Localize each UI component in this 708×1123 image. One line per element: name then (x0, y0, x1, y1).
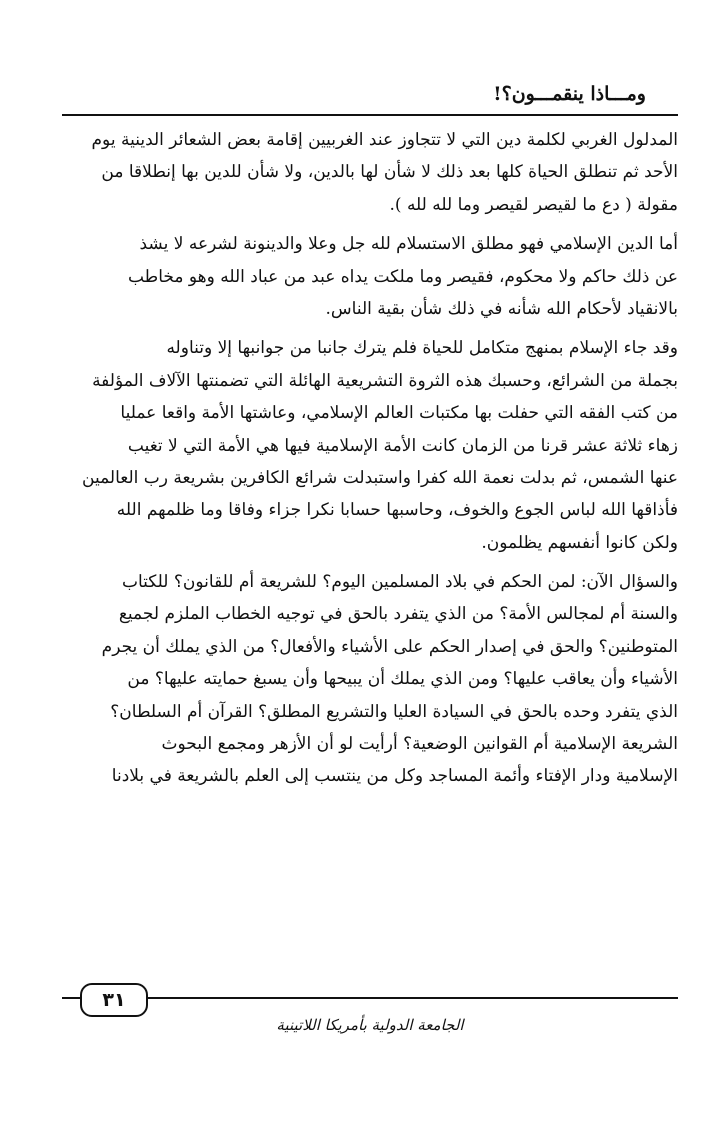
footer-rule (62, 997, 678, 999)
page-number-badge (80, 983, 148, 1017)
text-line: وقد جاء الإسلام بمنهج متكامل للحياة فلم يترك جانبا من جوانبها إلا وتناوله (166, 338, 678, 359)
footer-publisher: الجامعة الدولية بأمريكا اللاتينية (276, 1016, 464, 1034)
text-line: بجملة من الشرائع، وحسبك هذه الثروة التشريعية الهائلة التي تضمنتها الآلاف المؤلفة (92, 370, 678, 391)
text-line: أما الدين الإسلامي فهو مطلق الاستسلام لله جل وعلا والدينونة لشرعه لا يشذ (139, 234, 678, 255)
text-line: المتوطنين؟ والحق في إصدار الحكم على الأشياء والأفعال؟ من الذي يملك أن يجرم (101, 636, 678, 657)
text-line: عنها الشمس، ثم بدلت نعمة الله كفرا واستبدلت شرائع الكافرين بشريعة رب العالمين (82, 467, 678, 488)
page-number: ٣١ (102, 989, 126, 1011)
text-line: والسنة أم لمجالس الأمة؟ من الذي يتفرد بالحق في توجيه الخطاب الملزم لجميع (118, 604, 678, 625)
text-line: الأشياء وأن يعاقب عليها؟ ومن الذي يملك أن يبيحها وأن يسبغ حمايته عليها؟ من (127, 669, 678, 690)
text-line: الإسلامية ودار الإفتاء وأئمة المساجد وكل من ينتسب إلى العلم بالشريعة في بلادنا (111, 766, 678, 787)
text-line: فأذاقها الله لباس الجوع والخوف، وحاسبها حسابا نكرا جزاء وفاقا وما ظلمهم الله (116, 500, 678, 521)
text-line: عن ذلك حاكم ولا محكوم، فقيصر وما ملكت يداه عبد من عباد الله وهو مخاطب (127, 266, 678, 287)
text-line: بالانقياد لأحكام الله شأنه في ذلك شأن بقية الناس. (325, 298, 678, 319)
text-line: مقولة ( دع ما لقيصر لقيصر وما لله لله ). (389, 194, 678, 215)
running-header-title: ومـــاذا ينقمـــون؟! (493, 83, 646, 105)
body-text (32, 124, 678, 793)
text-line: زهاء ثلاثة عشر قرنا من الزمان كانت الأمة الإسلامية فيها هي الأمة التي لا تغيب (127, 435, 678, 456)
text-line: الذي يتفرد وحده بالحق في السيادة العليا والتشريع المطلق؟ القرآن أم السلطان؟ (110, 701, 678, 722)
paragraph-gap (32, 221, 678, 228)
text-line: المدلول الغربي لكلمة دين التي لا تتجاوز عند الغربيين إقامة بعض الشعائر الدينية يوم (91, 130, 678, 150)
text-line: والسؤال الآن: لمن الحكم في بلاد المسلمين اليوم؟ للشريعة أم للقانون؟ للكتاب (121, 572, 678, 593)
text-line: الشريعة الإسلامية أم القوانين الوضعية؟ أرأيت لو أن الأزهر ومجمع البحوث (161, 734, 678, 755)
header-rule (62, 114, 678, 116)
paragraph-gap (32, 559, 678, 566)
paragraph-gap (32, 325, 678, 332)
text-line: الأحد ثم تنطلق الحياة كلها بعد ذلك لا شأن لها بالدين، ولا شأن للدين بها إنطلاقا من (101, 162, 678, 183)
text-line: من كتب الفقه التي حفلت بها مكتبات العالم الإسلامي، وعاشتها الأمة واقعا عمليا (120, 403, 678, 424)
text-line: ولكن كانوا أنفسهم يظلمون. (481, 532, 678, 553)
